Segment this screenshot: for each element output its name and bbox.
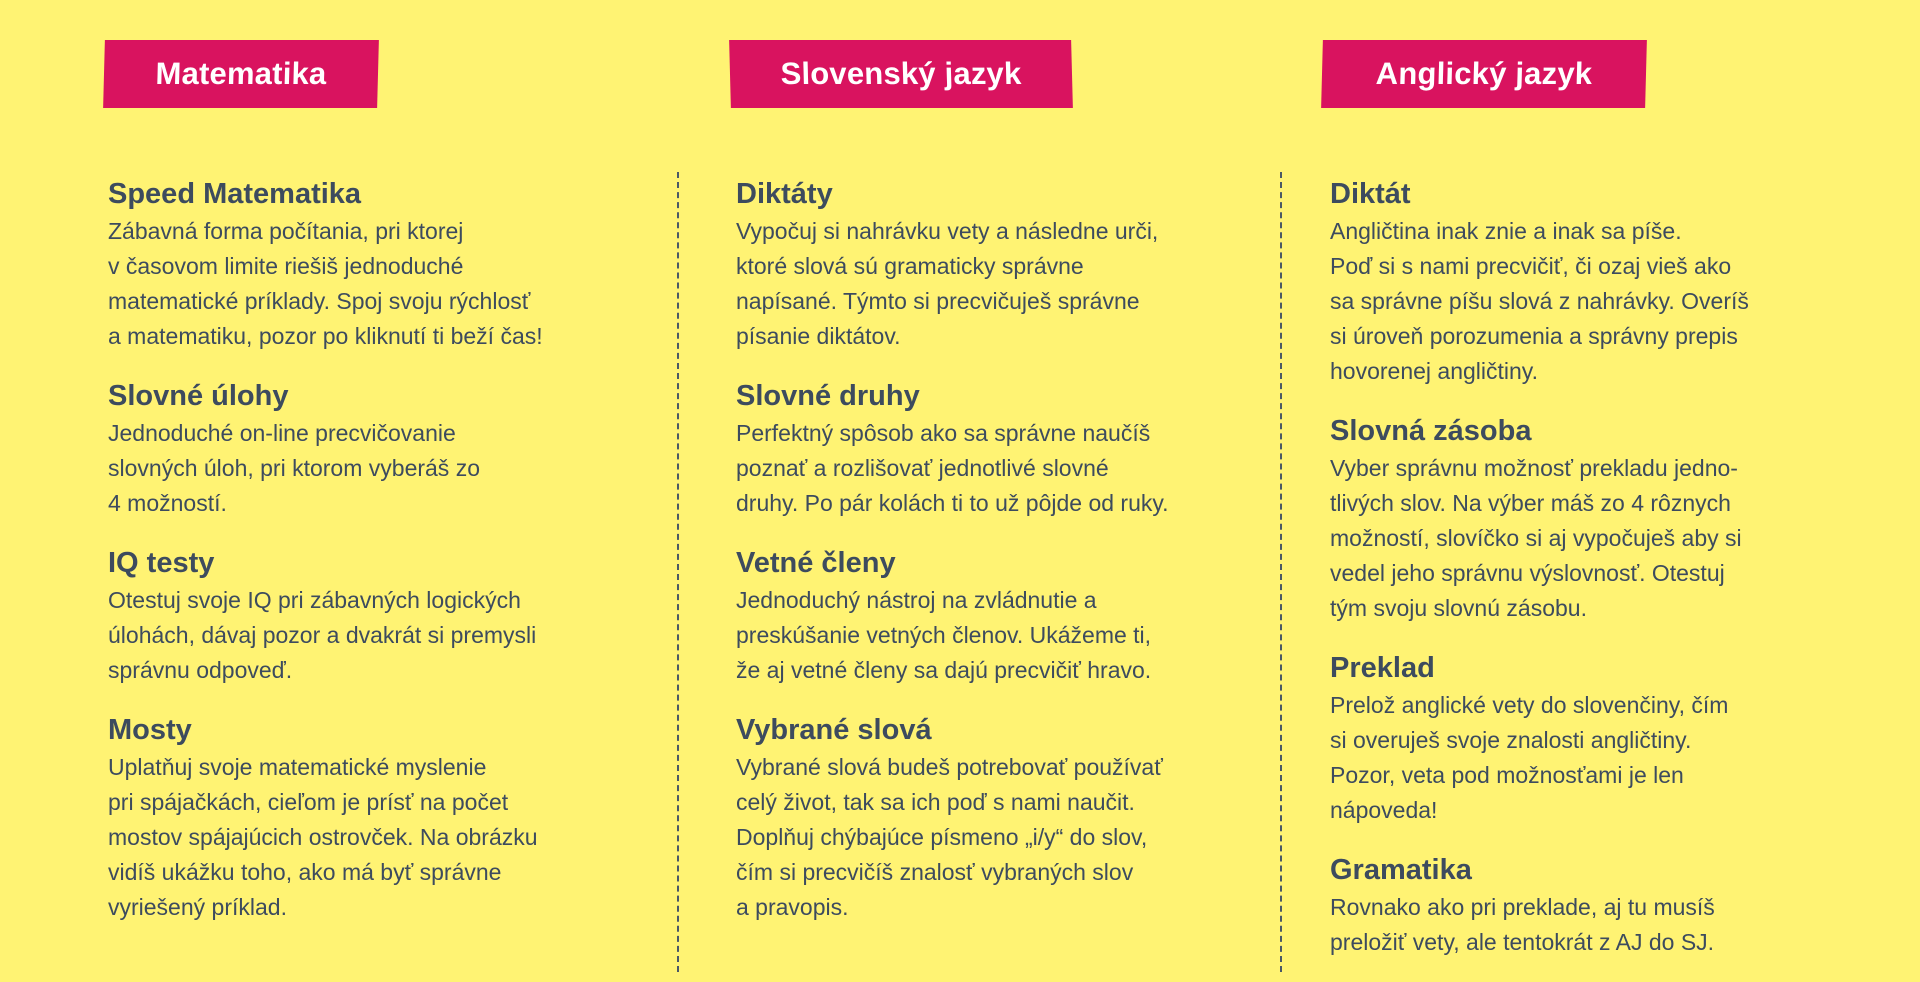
item-description: Perfektný spôsob ako sa správne naučíš poznať a rozlišovať jednotlivé slovné druhy. Po pár kolách ti to už pôjde od ruky. xyxy=(736,420,1169,516)
item-description: Rovnako ako pri preklade, aj tu musíš preložiť vety, ale tentokrát z AJ do SJ. xyxy=(1330,894,1715,955)
item-title: Slovné úlohy xyxy=(108,380,289,412)
item-list xyxy=(108,174,628,947)
subject-tag-matematika: Matematika xyxy=(103,40,379,108)
list-item[interactable] xyxy=(108,376,628,521)
item-description: Otestuj svoje IQ pri zábavných logických úlohách, dávaj pozor a dvakrát si premysli správnu odpoveď. xyxy=(108,587,537,683)
item-description: Jednoduchý nástroj na zvládnutie a preskúšanie vetných členov. Ukážeme ti, že aj vetné členy sa dajú precvičiť hravo. xyxy=(736,587,1152,683)
column-divider xyxy=(677,172,679,972)
list-item[interactable] xyxy=(1330,850,1850,960)
list-item[interactable] xyxy=(736,710,1256,925)
item-description: Angličtina inak znie a inak sa píše. Poď si s nami precvičiť, či ozaj vieš ako sa správne píšu slová z nahrávky. Overíš si úroveň porozumenia a správny prepis hovorenej angličtiny. xyxy=(1330,218,1749,384)
list-item[interactable] xyxy=(1330,648,1850,828)
list-item[interactable] xyxy=(1330,411,1850,626)
item-title: Slovná zásoba xyxy=(1330,415,1532,447)
item-title: Diktát xyxy=(1330,178,1411,210)
item-list xyxy=(736,174,1256,947)
subject-tag-slovensky-jazyk: Slovenský jazyk xyxy=(729,40,1073,108)
list-item[interactable] xyxy=(736,376,1256,521)
column-slovensky-jazyk xyxy=(736,0,1256,960)
item-description: Zábavná forma počítania, pri ktorej v časovom limite riešiš jednoduché matematické príklady. Spoj svoju rýchlosť a matematiku, pozor po kliknutí ti beží čas! xyxy=(108,218,543,349)
item-description: Jednoduché on-line precvičovanie slovných úloh, pri ktorom vyberáš zo 4 možností. xyxy=(108,420,480,516)
item-list xyxy=(1330,174,1850,982)
subject-tag-anglicky-jazyk: Anglický jazyk xyxy=(1321,40,1647,108)
item-description: Prelož anglické vety do slovenčiny, čím si overuješ svoje znalosti angličtiny. Pozor, veta pod možnosťami je len nápoveda! xyxy=(1330,692,1729,823)
list-item[interactable] xyxy=(1330,174,1850,389)
item-title: Vetné členy xyxy=(736,547,896,579)
item-title: Speed Matematika xyxy=(108,178,362,210)
list-item[interactable] xyxy=(736,174,1256,354)
list-item[interactable] xyxy=(108,543,628,688)
item-title: Preklad xyxy=(1330,652,1435,684)
column-matematika xyxy=(108,0,628,960)
item-description: Vyber správnu možnosť prekladu jedno- tlivých slov. Na výber máš zo 4 rôznych možností, slovíčko si aj vypočuješ aby si vedel jeho správnu výslovnosť. Otestuj tým svoju slovnú zásobu. xyxy=(1330,455,1742,621)
item-title: Slovné druhy xyxy=(736,380,920,412)
item-description: Vybrané slová budeš potrebovať používať celý život, tak sa ich poď s nami naučit. Doplňuj chýbajúce písmeno „i/y“ do slov, čím si precvičíš znalosť vybraných slov a pravopis. xyxy=(736,754,1163,920)
item-title: Mosty xyxy=(108,714,192,746)
column-divider xyxy=(1280,172,1282,972)
item-description: Uplatňuj svoje matematické myslenie pri spájačkách, cieľom je prísť na počet mostov spájajúcich ostrovček. Na obrázku vidíš ukážku toho, ako má byť správne vyriešený príklad. xyxy=(108,754,538,920)
list-item[interactable] xyxy=(736,543,1256,688)
item-description: Vypočuj si nahrávku vety a následne urči, ktoré slová sú gramaticky správne napísané. Týmto si precvičuješ správne písanie diktátov. xyxy=(736,218,1159,349)
list-item[interactable] xyxy=(108,710,628,925)
list-item[interactable] xyxy=(108,174,628,354)
item-title: Gramatika xyxy=(1330,854,1472,886)
item-title: IQ testy xyxy=(108,547,215,579)
item-title: Vybrané slová xyxy=(736,714,932,746)
column-anglicky-jazyk xyxy=(1330,0,1850,960)
item-title: Diktáty xyxy=(736,178,833,210)
